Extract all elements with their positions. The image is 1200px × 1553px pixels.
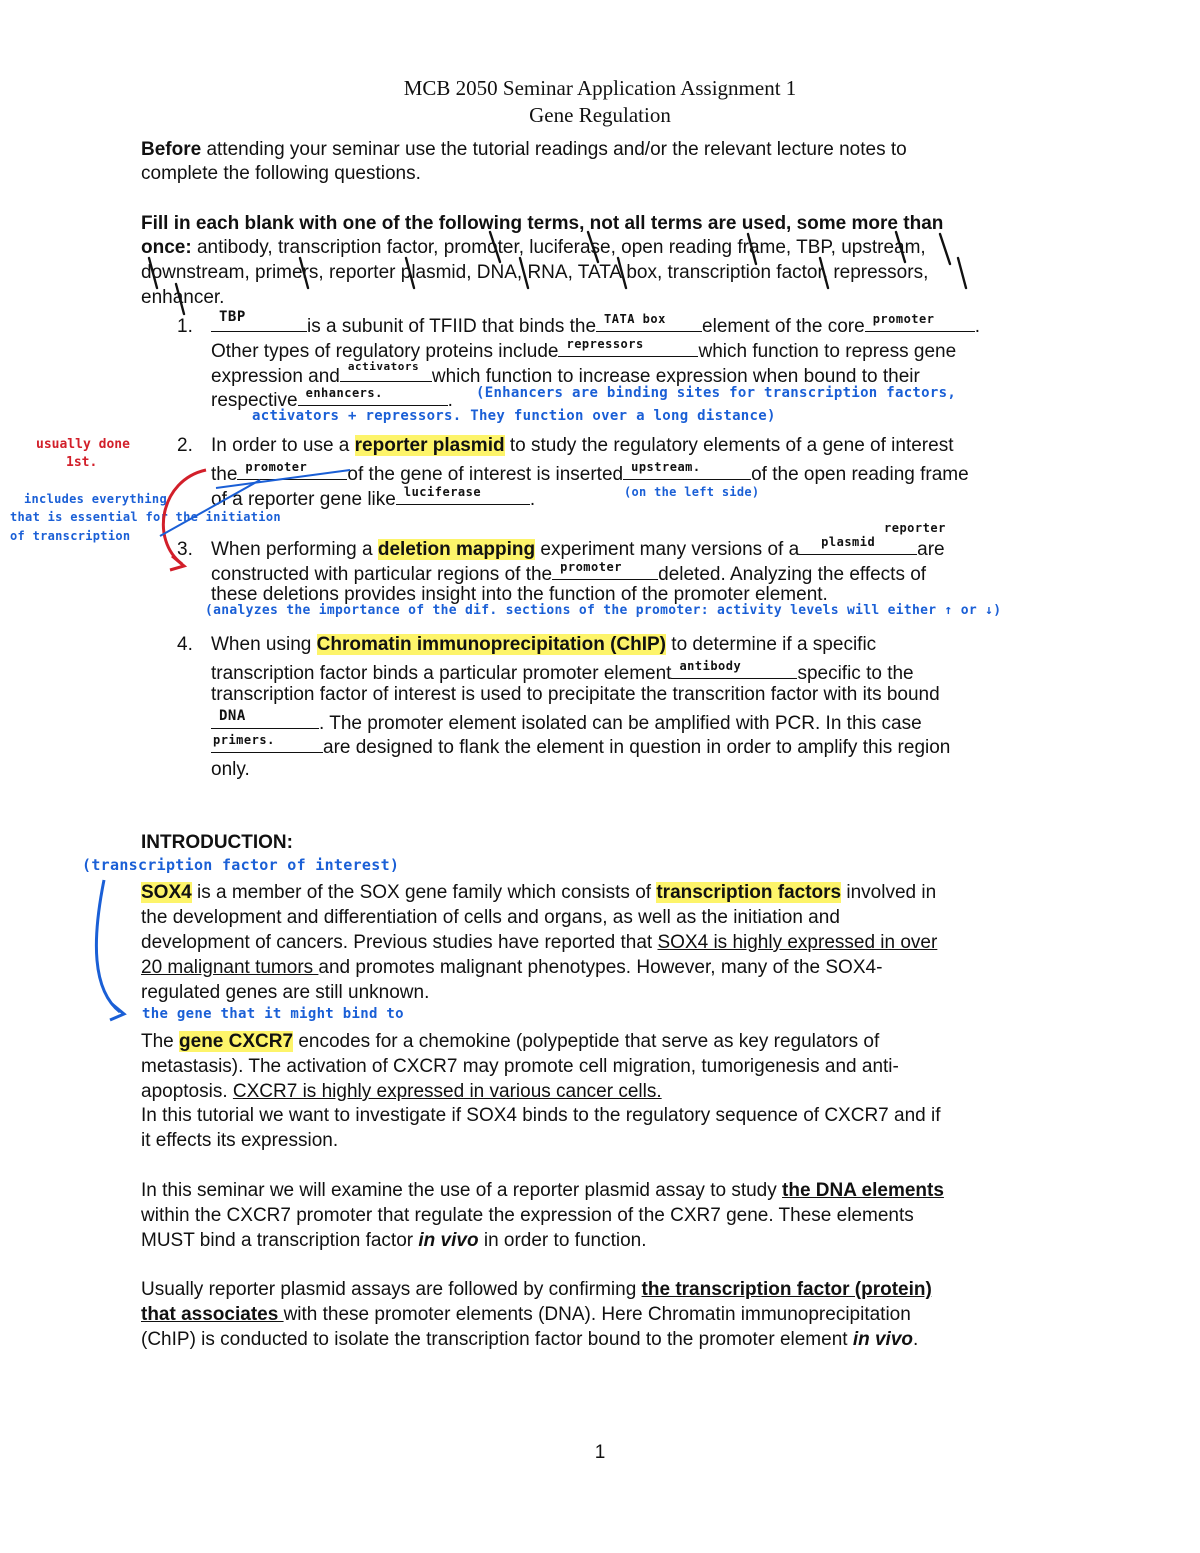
- blank-repressors: repressors: [558, 336, 698, 357]
- question-2-line-1: 2. In order to use a reporter plasmid to study the regulatory elements of a gene of interest: [177, 435, 954, 456]
- intro-p1-line-3: development of cancers. Previous studies have reported that SOX4 is highly expressed in over: [141, 932, 938, 953]
- question-3-line-3: these deletions provides insight into the function of the promoter element.: [211, 584, 828, 605]
- intro-p4-line-3: (ChIP) is conducted to isolate the transcription factor bound to the promoter element in vivo.: [141, 1329, 919, 1350]
- answer-reporter-top: reporter: [884, 521, 946, 535]
- check-mark-repressors: [958, 258, 966, 288]
- blank-upstream: upstream.: [623, 459, 751, 480]
- check-mark-primers: [300, 258, 308, 288]
- blank-activators: activators: [340, 361, 432, 382]
- intro-p1-line-2: the development and differentiation of cells and organs, as well as the initiation and: [141, 907, 840, 928]
- note-left-side: (on the left side): [624, 485, 760, 499]
- document-subtitle: Gene Regulation: [529, 103, 671, 127]
- intro-p4-line-2: that associates with these promoter elements (DNA). Here Chromatin immunoprecipitation: [141, 1304, 911, 1325]
- question-1-line-1: 1. TBP is a subunit of TFIID that binds the TATA box element of the core promoter .: [177, 309, 980, 337]
- blank-primers: primers.: [211, 732, 323, 753]
- check-mark-downstream: [149, 258, 157, 288]
- highlight-reporter-plasmid: reporter plasmid: [354, 435, 505, 456]
- blank-promoter-q2: promoter: [237, 459, 347, 480]
- terms-line-3: downstream, primers, reporter plasmid, DNA, RNA, TATA box, transcription factor, repressors,: [141, 262, 929, 283]
- intro-p3-line-2: within the CXCR7 promoter that regulate the expression of the CXR7 gene. These elements: [141, 1205, 914, 1226]
- note-of-transcription: of transcription: [10, 529, 131, 543]
- note-gene-bind: the gene that it might bind to: [142, 1006, 404, 1022]
- blank-luciferase: luciferase: [396, 484, 530, 505]
- question-3-line-2: constructed with particular regions of the promoter deleted. Analyzing the effects of: [211, 560, 927, 585]
- page-number: 1: [594, 1442, 606, 1463]
- intro-p3-line-1: In this seminar we will examine the use of a reporter plasmid assay to study the DNA elements: [141, 1180, 944, 1201]
- question-1-line-3: expression and activators which function to increase expression when bound to their: [211, 360, 920, 387]
- blue-pointer-line-2: [216, 470, 350, 488]
- question-4-line-3: transcription factor of interest is used to precipitate the transcrition factor with its bound: [211, 684, 940, 705]
- question-1-line-2: Other types of regulatory proteins include repressors which function to repress gene: [211, 337, 957, 362]
- check-mark-upstream: [940, 234, 950, 264]
- instructions-line-1: Before attending your seminar use the tutorial readings and/or the relevant lecture notes to: [141, 139, 907, 160]
- introduction-heading: INTRODUCTION:: [141, 832, 293, 853]
- blank-reporter-plasmid: plasmid: [799, 534, 917, 555]
- note-enhancers-1: (Enhancers are binding sites for transcription factors,: [476, 385, 957, 401]
- blank-promoter-q3: promoter: [552, 559, 658, 580]
- note-essential-initiation: that is essential for the initiation: [10, 510, 281, 524]
- check-mark-transcription-factor: [820, 258, 828, 288]
- highlight-deletion-mapping: deletion mapping: [377, 539, 536, 560]
- check-mark-tbp: [896, 232, 905, 262]
- check-mark-reporter-plasmid: [406, 258, 414, 288]
- question-4-line-4: DNA . The promoter element isolated can be amplified with PCR. In this case: [211, 708, 922, 736]
- question-1-line-4: respective enhancers. .: [211, 386, 453, 411]
- intro-p2-line-1: The gene CXCR7 encodes for a chemokine (polypeptide that serve as key regulators of: [141, 1031, 880, 1052]
- intro-p2-line-4: In this tutorial we want to investigate if SOX4 binds to the regulatory sequence of CXCR7 and if: [141, 1105, 941, 1126]
- highlight-sox4: SOX4: [141, 882, 192, 903]
- blank-dna: DNA: [211, 708, 319, 729]
- note-includes-everything: includes everything: [24, 492, 167, 506]
- intro-p1-line-4: 20 malignant tumors and promotes malignant phenotypes. However, many of the SOX4-: [141, 957, 883, 978]
- intro-p4-line-1: Usually reporter plasmid assays are followed by confirming the transcription factor (protein): [141, 1279, 932, 1300]
- terms-line-2: once: antibody, transcription factor, promoter, luciferase, open reading frame, TBP, upstream,: [141, 237, 926, 258]
- check-mark-enhancer: [176, 284, 184, 314]
- note-first: 1st.: [66, 455, 98, 470]
- document-title: MCB 2050 Seminar Application Assignment 1: [403, 76, 797, 100]
- question-2-line-3: of a reporter gene like luciferase .: [211, 485, 536, 510]
- question-3-line-1: 3. When performing a deletion mapping experiment many versions of a plasmid are: [177, 535, 945, 560]
- question-4-line-1: 4. When using Chromatin immunoprecipitation (ChIP) to determine if a specific: [177, 634, 877, 655]
- check-mark-luciferase: [588, 232, 598, 262]
- intro-p1-line-1: SOX4 is a member of the SOX gene family which consists of transcription factors involved in: [141, 882, 937, 903]
- check-mark-tata-box: [618, 258, 626, 288]
- intro-p1-line-5: regulated genes are still unknown.: [141, 982, 430, 1003]
- before-label: Before: [141, 139, 202, 160]
- question-2-line-2: the promoter of the gene of interest is inserted upstream. of the open reading frame: [211, 460, 969, 485]
- blue-arrow-curve: [96, 880, 120, 1012]
- blank-core-promoter: promoter: [865, 311, 975, 332]
- check-mark-promoter: [490, 232, 500, 262]
- blank-enhancers: enhancers.: [298, 385, 448, 406]
- instructions-line-2: complete the following questions.: [141, 163, 421, 184]
- check-mark-open-reading-frame: [748, 234, 756, 264]
- intro-p2-line-2: metastasis). The activation of CXCR7 may promote cell migration, tumorigenesis and anti-: [141, 1056, 899, 1077]
- blank-tata-box: TATA box: [596, 311, 702, 332]
- question-4-line-6: only.: [211, 759, 250, 780]
- intro-p2-line-3: apoptosis. CXCR7 is highly expressed in various cancer cells.: [141, 1081, 662, 1102]
- blank-antibody: antibody: [671, 658, 797, 679]
- question-4-line-2: transcription factor binds a particular promoter element antibody specific to the: [211, 659, 914, 684]
- check-mark-dna: [520, 258, 528, 288]
- highlight-chip: Chromatin immunoprecipitation (ChIP): [316, 634, 667, 655]
- note-usually-done: usually done: [36, 437, 130, 452]
- term-check-marks: [149, 232, 966, 314]
- question-4-line-5: primers. are designed to flank the element in question in order to amplify this region: [213, 733, 951, 758]
- highlight-gene-cxcr7: gene CXCR7: [179, 1031, 294, 1052]
- terms-line-4: enhancer.: [141, 287, 225, 308]
- intro-p3-line-3: MUST bind a transcription factor in vivo in order to function.: [141, 1230, 647, 1251]
- note-enhancers-2: activators + repressors. They function over a long distance): [252, 408, 776, 424]
- highlight-transcription-factors: transcription factors: [656, 882, 842, 903]
- terms-heading: Fill in each blank with one of the following terms, not all terms are used, some more than: [141, 213, 944, 234]
- intro-p2-line-5: it effects its expression.: [141, 1130, 339, 1151]
- blank-tbp: TBP: [211, 311, 307, 332]
- note-deletion-analysis: (analyzes the importance of the dif. sections of the promoter: activity levels will either ↑ or ↓): [205, 603, 1002, 618]
- red-arrow-curve: [163, 470, 206, 564]
- note-tf-of-interest: (transcription factor of interest): [82, 856, 400, 874]
